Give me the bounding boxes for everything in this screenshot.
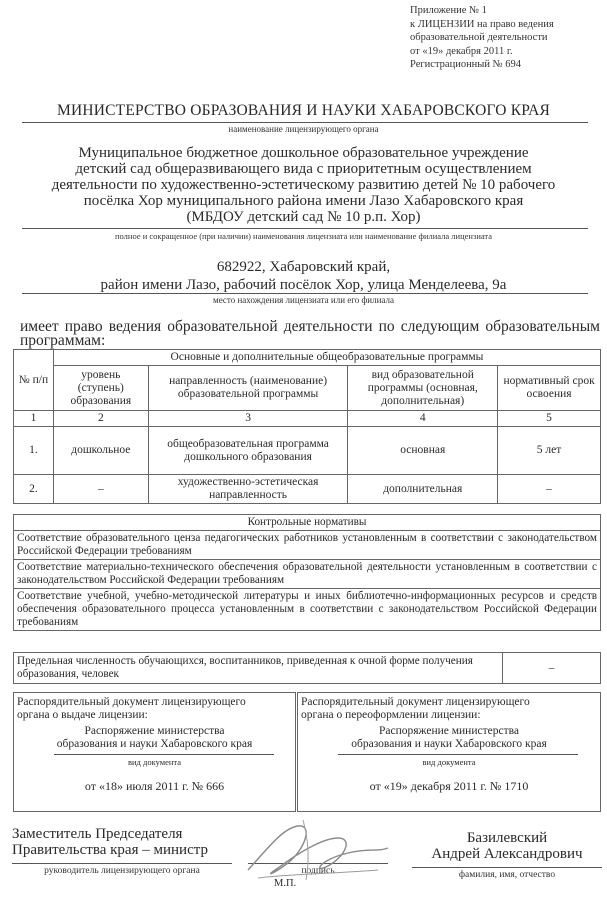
position-line: Правительства края – министр <box>12 842 208 858</box>
doc-title-line: органа о переоформлении лицензии: <box>301 709 481 721</box>
row-direction: общеобразовательная программа дошкольного образования <box>148 427 348 475</box>
appendix-header <box>410 4 554 72</box>
licensee-caption: полное и сокращенное (при наличии) наименования лицензиата или наименование филиала лицензиата <box>114 231 493 241</box>
appendix-line: от «19» декабря 2011 г. <box>410 45 513 57</box>
row-level: дошкольное <box>53 427 148 475</box>
column-number: 3 <box>148 411 348 427</box>
enrollment-limit-table <box>13 652 601 684</box>
doc-body-line: Распоряжение министерства <box>84 725 225 737</box>
row-type: основная <box>348 427 498 475</box>
sign-caption: подпись <box>301 866 335 876</box>
divider <box>338 754 578 755</box>
licensee-name-line: (МБДОУ детский сад № 10 р.п. Хор) <box>186 209 421 225</box>
limit-label: Предельная численность обучающихся, воспитанников, приведенная к очной форме получения образования, человек <box>14 653 503 684</box>
col-level-header: уровень (ступень) образования <box>53 366 148 411</box>
column-number: 1 <box>14 411 54 427</box>
ministry-caption: наименование лицензирующего органа <box>228 124 379 134</box>
row-level: – <box>53 475 148 504</box>
norm-item: Соответствие учебной, учебно-методической литературы и иных библиотечно-информационных ресурсов и средств обеспечения образовательного процесса установленным в соответствии с законодательством Российской Федерации требованиям <box>14 589 601 631</box>
licensee-address <box>0 258 607 294</box>
table-row <box>14 531 601 560</box>
licensee-name-line: деятельности по художественно-эстетическому развитию детей № 10 рабочего <box>51 177 556 193</box>
column-number: 4 <box>348 411 498 427</box>
reissue-document-box <box>297 692 601 812</box>
col-term-header: нормативный срок освоения <box>498 366 601 411</box>
address-line: 682922, Хабаровский край, <box>216 259 391 275</box>
licensee-name <box>0 145 607 225</box>
norms-table <box>13 514 601 631</box>
position-caption: руководитель лицензирующего органа <box>44 866 200 876</box>
handwritten-signature-icon <box>228 808 398 888</box>
name-caption: фамилия, имя, отчество <box>458 870 556 880</box>
appendix-line: Регистрационный № 694 <box>410 59 521 70</box>
doc-kind-caption: вид документа <box>127 757 182 767</box>
doc-kind-caption: вид документа <box>422 757 476 767</box>
name-line: Андрей Александрович <box>431 846 583 862</box>
doc-body-line: образования и науки Хабаровского края <box>351 738 547 750</box>
doc-body-line: образования и науки Хабаровского края <box>56 738 253 750</box>
appendix-line: образовательной деятельности <box>410 32 548 43</box>
row-term: – <box>498 475 601 504</box>
divider <box>22 228 588 229</box>
col-type-header: вид образовательной программы (основная, дополнительная) <box>348 366 498 411</box>
divider <box>12 863 232 864</box>
doc-body-line: Распоряжение министерства <box>379 725 519 737</box>
column-number: 2 <box>53 411 148 427</box>
col-num-header: № п/п <box>14 350 54 411</box>
signatory-position <box>12 826 208 858</box>
programs-table <box>13 349 601 504</box>
table-row <box>14 427 601 475</box>
doc-title-line: органа о выдаче лицензии: <box>17 709 148 721</box>
ministry-name: МИНИСТЕРСТВО ОБРАЗОВАНИЯ И НАУКИ ХАБАРОВСКОГО КРАЯ <box>56 102 551 119</box>
doc-title <box>17 696 246 722</box>
table-row <box>14 475 601 504</box>
licensee-name-line: Муниципальное бюджетное дошкольное образовательное учреждение <box>78 145 529 161</box>
divider <box>54 754 274 755</box>
appendix-line: Приложение № 1 <box>410 5 487 16</box>
norm-item: Соответствие образовательного ценза педагогических работников установленным в соответствии с законодательством Российской Федерации требованиям <box>14 531 601 560</box>
doc-title-line: Распорядительный документ лицензирующего <box>301 696 530 708</box>
column-number: 5 <box>498 411 601 427</box>
issue-document-box <box>13 692 296 812</box>
doc-title-line: Распорядительный документ лицензирующего <box>17 696 246 708</box>
row-term: 5 лет <box>498 427 601 475</box>
divider <box>22 293 588 294</box>
divider <box>22 122 588 123</box>
right-statement: имеет право ведения образовательной деятельности по следующим образовательным программам: <box>20 318 600 349</box>
doc-body <box>14 725 295 751</box>
stamp-place: М.П. <box>274 878 297 889</box>
name-line: Базилевский <box>466 830 548 846</box>
doc-body <box>298 725 600 751</box>
licensee-name-line: посёлка Хор муниципального района имени Лазо Хабаровского края <box>83 193 524 209</box>
table-row <box>14 589 601 631</box>
programs-group-header: Основные и дополнительные общеобразовательные программы <box>53 350 600 366</box>
row-num: 2. <box>14 475 54 504</box>
licensee-name-line: детский сад общеразвивающего вида с приоритетным осуществлением <box>75 161 532 177</box>
norms-header: Контрольные нормативы <box>14 515 601 531</box>
row-direction: художественно-эстетическая направленность <box>148 475 348 504</box>
doc-date: от «19» декабря 2011 г. № 1710 <box>369 779 529 793</box>
divider <box>412 867 602 868</box>
address-line: район имени Лазо, рабочий посёлок Хор, улица Менделеева, 9а <box>100 277 507 293</box>
col-direction-header: направленность (наименование) образовательной программы <box>148 366 348 411</box>
table-row <box>14 560 601 589</box>
address-caption: место нахождения лицензиата или его филиала <box>213 295 394 305</box>
signatory-name <box>418 830 596 862</box>
norm-item: Соответствие материально-технического обеспечения образовательной деятельности установленным в соответствии с законодательством Российской Федерации требованиям <box>14 560 601 589</box>
row-num: 1. <box>14 427 54 475</box>
doc-title <box>301 696 530 722</box>
limit-value: – <box>503 653 601 684</box>
row-type: дополнительная <box>348 475 498 504</box>
appendix-line: к ЛИЦЕНЗИИ на право ведения <box>410 18 554 30</box>
position-line: Заместитель Председателя <box>12 826 183 842</box>
doc-date: от «18» июля 2011 г. № 666 <box>84 779 225 793</box>
